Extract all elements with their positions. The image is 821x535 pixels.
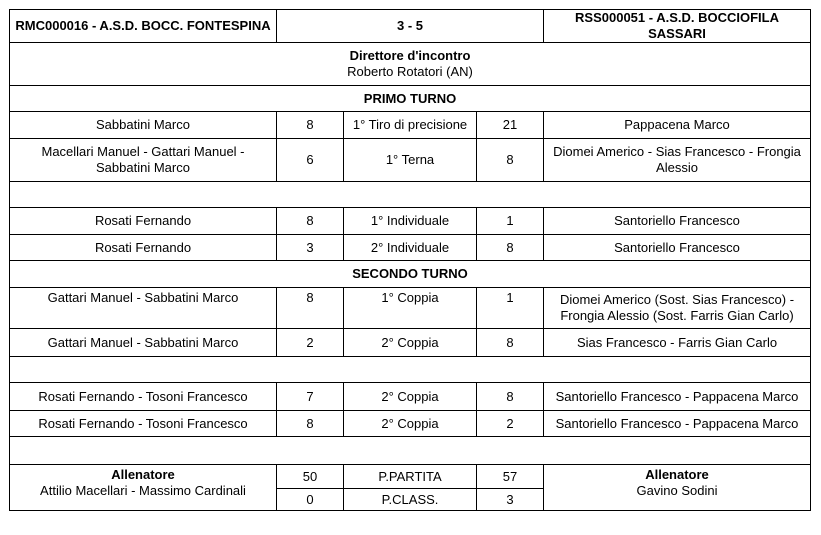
home-score: 8 [277,411,344,437]
home-coach-label: Allenatore [111,467,175,482]
away-score: 8 [477,383,544,411]
table-row [10,411,811,437]
away-player: Santoriello Francesco [544,235,811,261]
table-row [10,288,811,329]
away-coach-label: Allenatore [645,467,709,482]
home-player: Gattari Manuel - Sabbatini Marco [10,329,277,357]
home-player [10,139,277,182]
away-score: 8 [477,329,544,357]
away-player-line: Diomei Americo (Sost. Sias Francesco) - [559,292,795,307]
match-report-table [9,9,811,511]
p-partita-away: 57 [477,465,544,489]
director-cell [10,43,811,86]
home-team: RMC000016 - A.S.D. BOCC. FONTESPINA [10,10,277,43]
home-coach-names: Attilio Macellari - Massimo Cardinali [40,483,246,498]
home-score: 8 [277,208,344,235]
home-score: 6 [277,139,344,182]
away-score: 21 [477,112,544,139]
spacer-row [10,357,811,383]
away-player-line: Diomei Americo - Sias Francesco - Frongia [553,144,801,159]
event-name: 1° Coppia [344,288,477,329]
p-partita-home: 50 [277,465,344,489]
table-row [10,208,811,235]
empty-row [10,437,811,465]
home-coach-cell [10,465,277,511]
event-name: 1° Individuale [344,208,477,235]
event-name: 1° Terna [344,139,477,182]
away-player [544,288,811,329]
away-score: 1 [477,288,544,329]
away-player: Santoriello Francesco - Pappacena Marco [544,383,811,411]
empty-row [10,182,811,208]
table-row [10,112,811,139]
table-row [10,235,811,261]
match-score: 3 - 5 [277,10,544,43]
home-player: Rosati Fernando [10,235,277,261]
p-class-label: P.CLASS. [344,489,477,511]
home-player-line: Sabbatini Marco [96,160,190,175]
spacer-row [10,437,811,465]
home-score: 7 [277,383,344,411]
p-class-home: 0 [277,489,344,511]
table-row [10,329,811,357]
away-player: Santoriello Francesco [544,208,811,235]
away-score: 8 [477,139,544,182]
home-player: Rosati Fernando - Tosoni Francesco [10,411,277,437]
away-score: 8 [477,235,544,261]
home-player: Rosati Fernando - Tosoni Francesco [10,383,277,411]
home-score: 8 [277,288,344,329]
away-player: Santoriello Francesco - Pappacena Marco [544,411,811,437]
away-score: 1 [477,208,544,235]
away-coach-names: Gavino Sodini [636,483,718,498]
away-team: RSS000051 - A.S.D. BOCCIOFILA SASSARI [544,10,811,43]
event-name: 2° Coppia [344,383,477,411]
event-name: 2° Coppia [344,411,477,437]
table-row [10,139,811,182]
home-score: 2 [277,329,344,357]
home-player-line: Macellari Manuel - Gattari Manuel - [41,144,245,159]
section-title-primo-turno: PRIMO TURNO [10,86,811,112]
away-player-line: Frongia Alessio (Sost. Farris Gian Carlo) [560,308,794,323]
home-player: Gattari Manuel - Sabbatini Marco [10,288,277,329]
p-class-away: 3 [477,489,544,511]
director-name: Roberto Rotatori (AN) [347,64,473,79]
away-player [544,139,811,182]
event-name: 2° Individuale [344,235,477,261]
spacer-row [10,182,811,208]
away-player: Pappacena Marco [544,112,811,139]
empty-row [10,357,811,383]
section-title-secondo-turno: SECONDO TURNO [10,261,811,288]
home-player: Rosati Fernando [10,208,277,235]
away-player-line: Alessio [656,160,698,175]
away-score: 2 [477,411,544,437]
p-partita-label: P.PARTITA [344,465,477,489]
home-player: Sabbatini Marco [10,112,277,139]
home-score: 8 [277,112,344,139]
event-name: 1° Tiro di precisione [344,112,477,139]
home-score: 3 [277,235,344,261]
table-row [10,383,811,411]
director-label: Direttore d'incontro [349,48,471,63]
event-name: 2° Coppia [344,329,477,357]
away-coach-cell [544,465,811,511]
away-player: Sias Francesco - Farris Gian Carlo [544,329,811,357]
